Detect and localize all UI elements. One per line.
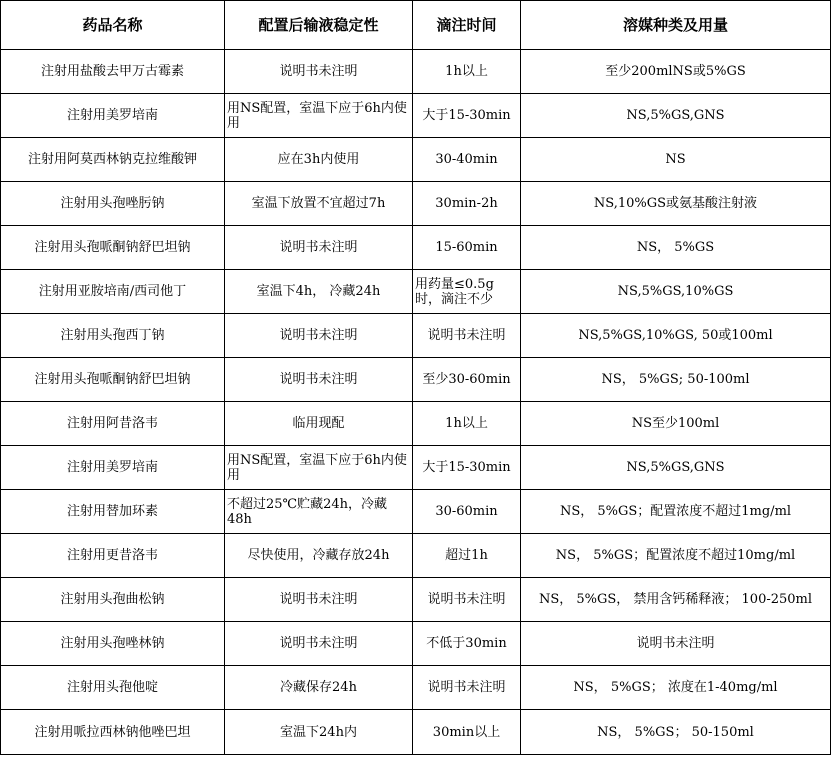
table-row bbox=[1, 578, 831, 622]
stability-cell: 用NS配置，室温下应于6h内使用 bbox=[225, 446, 413, 490]
drug-name-cell: 注射用替加环素 bbox=[1, 490, 225, 534]
drug-name-cell: 注射用美罗培南 bbox=[1, 446, 225, 490]
drug-name-cell: 注射用更昔洛韦 bbox=[1, 534, 225, 578]
table-row bbox=[1, 358, 831, 402]
stability-cell: 不超过25℃贮藏24h，冷藏48h bbox=[225, 490, 413, 534]
stability-cell: 室温下4h， 冷藏24h bbox=[225, 270, 413, 314]
infusion-time-cell: 30min-2h bbox=[413, 182, 521, 226]
infusion-time-cell: 30-60min bbox=[413, 490, 521, 534]
solvent-cell: NS， 5%GS bbox=[521, 226, 831, 270]
drug-name-cell: 注射用头孢唑林钠 bbox=[1, 622, 225, 666]
stability-cell: 室温下24h内 bbox=[225, 710, 413, 755]
stability-cell: 说明书未注明 bbox=[225, 578, 413, 622]
stability-cell: 说明书未注明 bbox=[225, 358, 413, 402]
stability-cell: 临用现配 bbox=[225, 402, 413, 446]
drug-name-cell: 注射用盐酸去甲万古霉素 bbox=[1, 50, 225, 94]
solvent-cell: NS bbox=[521, 138, 831, 182]
solvent-cell: NS至少100ml bbox=[521, 402, 831, 446]
solvent-cell: NS， 5%GS； 浓度在1-40mg/ml bbox=[521, 666, 831, 710]
drug-name-cell: 注射用头孢他啶 bbox=[1, 666, 225, 710]
stability-cell: 用NS配置，室温下应于6h内使用 bbox=[225, 94, 413, 138]
stability-cell: 说明书未注明 bbox=[225, 314, 413, 358]
stability-cell: 说明书未注明 bbox=[225, 50, 413, 94]
solvent-cell: NS,5%GS,10%GS bbox=[521, 270, 831, 314]
infusion-time-cell: 1h以上 bbox=[413, 50, 521, 94]
solvent-cell: NS， 5%GS； 50-150ml bbox=[521, 710, 831, 755]
solvent-cell: NS， 5%GS；配置浓度不超过1mg/ml bbox=[521, 490, 831, 534]
header-infusion-time: 滴注时间 bbox=[413, 1, 521, 50]
table-row bbox=[1, 138, 831, 182]
drug-name-cell: 注射用头孢西丁钠 bbox=[1, 314, 225, 358]
solvent-cell: NS,5%GS,GNS bbox=[521, 94, 831, 138]
table-row bbox=[1, 270, 831, 314]
infusion-time-cell: 30min以上 bbox=[413, 710, 521, 755]
solvent-cell: NS,5%GS,GNS bbox=[521, 446, 831, 490]
header-solvent: 溶媒种类及用量 bbox=[521, 1, 831, 50]
solvent-cell: NS,10%GS或氨基酸注射液 bbox=[521, 182, 831, 226]
solvent-cell: NS,5%GS,10%GS, 50或100ml bbox=[521, 314, 831, 358]
stability-cell: 尽快使用，冷藏存放24h bbox=[225, 534, 413, 578]
infusion-time-cell: 说明书未注明 bbox=[413, 666, 521, 710]
drug-name-cell: 注射用亚胺培南/西司他丁 bbox=[1, 270, 225, 314]
table-row bbox=[1, 666, 831, 710]
infusion-time-cell: 大于15-30min bbox=[413, 94, 521, 138]
table-row bbox=[1, 94, 831, 138]
solvent-cell: NS， 5%GS， 禁用含钙稀释液； 100-250ml bbox=[521, 578, 831, 622]
infusion-time-cell: 1h以上 bbox=[413, 402, 521, 446]
table-row bbox=[1, 314, 831, 358]
infusion-time-cell: 说明书未注明 bbox=[413, 314, 521, 358]
table-row bbox=[1, 710, 831, 755]
drug-name-cell: 注射用阿昔洛韦 bbox=[1, 402, 225, 446]
drug-name-cell: 注射用头孢哌酮钠舒巴坦钠 bbox=[1, 358, 225, 402]
stability-cell: 应在3h内使用 bbox=[225, 138, 413, 182]
stability-cell: 室温下放置不宜超过7h bbox=[225, 182, 413, 226]
infusion-time-cell: 大于15-30min bbox=[413, 446, 521, 490]
table-row bbox=[1, 622, 831, 666]
drug-name-cell: 注射用头孢曲松钠 bbox=[1, 578, 225, 622]
drug-name-cell: 注射用哌拉西林钠他唑巴坦 bbox=[1, 710, 225, 755]
table-row bbox=[1, 534, 831, 578]
infusion-time-cell: 用药量≤0.5g时，滴注不少 bbox=[413, 270, 521, 314]
infusion-time-cell: 15-60min bbox=[413, 226, 521, 270]
header-row bbox=[1, 1, 831, 50]
stability-cell: 说明书未注明 bbox=[225, 226, 413, 270]
drug-name-cell: 注射用阿莫西林钠克拉维酸钾 bbox=[1, 138, 225, 182]
solvent-cell: 说明书未注明 bbox=[521, 622, 831, 666]
table-row bbox=[1, 182, 831, 226]
drug-name-cell: 注射用美罗培南 bbox=[1, 94, 225, 138]
infusion-time-cell: 说明书未注明 bbox=[413, 578, 521, 622]
infusion-time-cell: 不低于30min bbox=[413, 622, 521, 666]
header-stability: 配置后输液稳定性 bbox=[225, 1, 413, 50]
solvent-cell: NS， 5%GS；配置浓度不超过10mg/ml bbox=[521, 534, 831, 578]
table-row bbox=[1, 50, 831, 94]
table-row bbox=[1, 226, 831, 270]
drug-name-cell: 注射用头孢哌酮钠舒巴坦钠 bbox=[1, 226, 225, 270]
infusion-time-cell: 超过1h bbox=[413, 534, 521, 578]
infusion-time-cell: 至少30-60min bbox=[413, 358, 521, 402]
drug-name-cell: 注射用头孢唑肟钠 bbox=[1, 182, 225, 226]
stability-cell: 冷藏保存24h bbox=[225, 666, 413, 710]
table-row bbox=[1, 402, 831, 446]
solvent-cell: 至少200mlNS或5%GS bbox=[521, 50, 831, 94]
table-row bbox=[1, 446, 831, 490]
table-row bbox=[1, 490, 831, 534]
solvent-cell: NS， 5%GS; 50-100ml bbox=[521, 358, 831, 402]
infusion-time-cell: 30-40min bbox=[413, 138, 521, 182]
stability-cell: 说明书未注明 bbox=[225, 622, 413, 666]
header-drug-name: 药品名称 bbox=[1, 1, 225, 50]
